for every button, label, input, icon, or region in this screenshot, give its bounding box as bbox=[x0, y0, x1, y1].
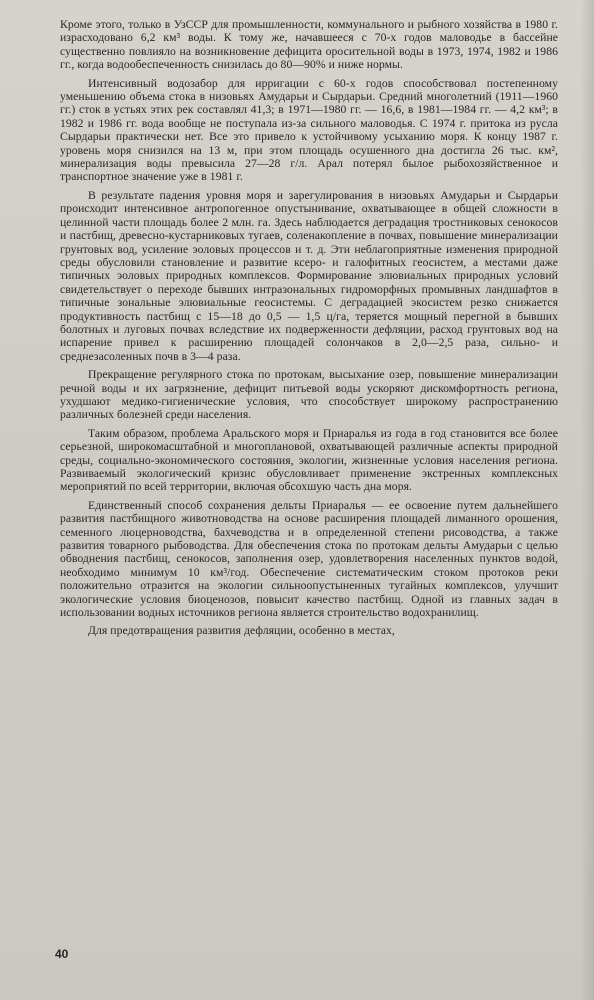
paragraph: Таким образом, проблема Аральского моря и Приаралья из года в год становится все более серьезной, широкомасштабной и многоплановой, охватывающей различные аспекты природной среды, социально-экономического состояния, экологии, жизненные условия населения региона. Развиваемый экологический кризис обусловливает применение экстренных комплексных мероприятий по всей территории, включая обсохшую часть дна моря. bbox=[60, 426, 558, 494]
body-text bbox=[60, 18, 558, 638]
page-number: 40 bbox=[55, 947, 69, 961]
paragraph: Прекращение регулярного стока по протокам, высыхание озер, повышение минерализации речной воды и их загрязнение, дефицит питьевой воды ускоряют дискомфортность региона, ухудшают медико-гигиенические условия, что способствует широкому распространению различных болезней среди населения. bbox=[60, 368, 558, 422]
paragraph: Для предотвращения развития дефляции, особенно в местах, bbox=[88, 624, 395, 638]
paragraph: В результате падения уровня моря и зарегулирования в низовьях Амударьи и Сырдарьи происходит интенсивное антропогенное опустынивание, охватывающее в общей сложности в целинной части площадь более 2 млн. га. Здесь наблюдается деградация тростниковых сенокосов и пастбищ, древесно-кустарниковых тугаев, соленакопление в почвах, повышение минерализации грунтовых вод, усиление эоловых процессов и т. д. Эти неблагоприятные изменения природной среды обусловили становление и развитие ксеро- и галофитных геосистем, а местами даже типичных эоловых природных комплексов. Формирование элювиальных природных условий свидетельствует о переходе бывших интразональных гидроморфных промывных ландшафтов в типичные зональные элювиальные геосистемы. С деградацией экосистем резко снижается продуктивность пастбищ с 15—18 до 0,5 — 1,5 ц/га, теряется мощный перегной в бывших болотных и луговых почвах вследствие их подверженности дефляции, расход грунтовых вод на испарение привел к расширению площадей солончаков в 2,0—2,5 раза, сильно- и среднезасоленных почв в 3—4 раза. bbox=[60, 188, 558, 363]
paragraph: Интенсивный водозабор для ирригации с 60-х годов способствовал постепенному уменьшению объема стока в низовьях Амударьи и Сырдарьи. Средний многолетний (1911—1960 гг.) сток в устьях этих рек составлял 41,3; в 1971—1980 гг. — 16,6, в 1981—1984 гг. — 4,2 км³; в 1982 и 1986 гг. вода вообще не поступала из-за сильного маловодья. С 1974 г. притока из русла Сырдарьи практически нет. Все это привело к устойчивому усыханию моря. К концу 1987 г. уровень моря снизился на 13 м, при этом площадь осушенного дна достигла 26 тыс. км², минерализация воды превысила 27—28 г/л. Арал потерял былое рыбохозяйственное и транспортное значение уже в 1981 г. bbox=[60, 76, 558, 184]
paragraph: Кроме этого, только в УзССР для промышленности, коммунального и рыбного хозяйства в 1980 г. израсходовано 6,2 км³ воды. К тому же, начавшееся с 70-х годов маловодье в бассейне существенно повлияло на возникновение дефицита оросительной воды в 1973, 1974, 1982 и 1986 гг., когда водообеспеченность снизилась до 80—90% и ниже нормы. bbox=[60, 18, 558, 72]
page-edge-shadow bbox=[580, 0, 594, 1000]
paragraph: Единственный способ сохранения дельты Приаралья — ее освоение путем дальнейшего развития пастбищного животноводства на основе расширения площадей лиманного орошения, семенного люцерноводства, бахчеводства и в определенной степени рисоводства, а также развития товарного рыбоводства. Для обеспечения стока по протокам дельты Амударьи с целью обводнения пастбищ, сенокосов, заполнения озер, удовлетворения населенных пунктов водой, необходимо минимум 10 км³/год. Обеспечение систематическим стоком протоков реки положительно отразится на экологии сильноопустыненных тугайных комплексов, улучшит экологические условия биоценозов, повысит качество пастбищ. Одной из главных задач в использовании водных источников региона является строительство водохранилищ. bbox=[60, 498, 558, 620]
